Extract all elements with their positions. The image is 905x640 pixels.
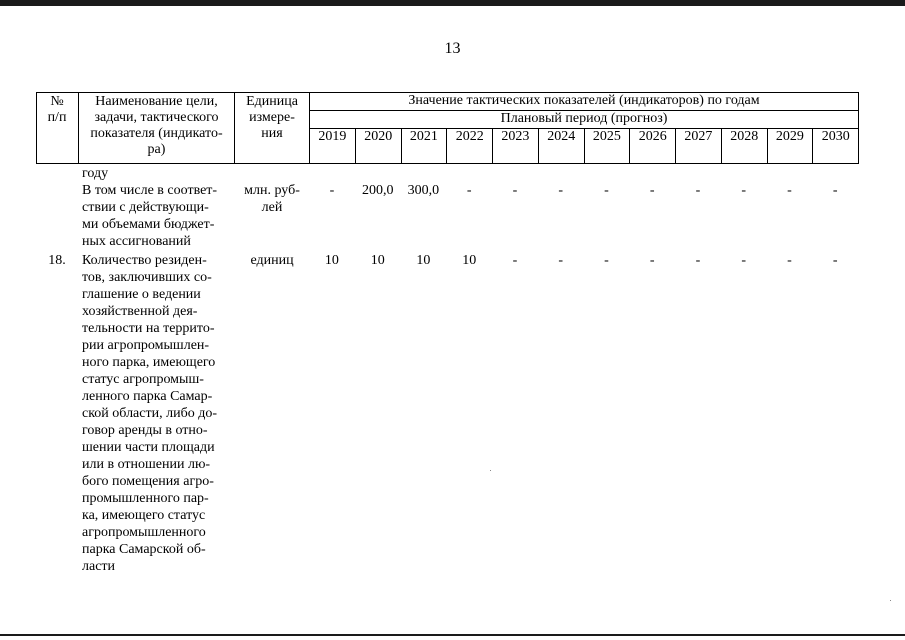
header-year-2021: 2021 (409, 129, 438, 144)
header-year-2027: 2027 (684, 129, 713, 144)
header-year-2022: 2022 (455, 129, 484, 144)
header-year-2024: 2024 (547, 129, 576, 144)
header-year-2026: 2026 (638, 129, 667, 144)
row-name: Количество резиден- тов, заключивших со- глашение о ведении хозяйственной дея- тельности на террито- рии агропромышлен- ного парка, имеющего статус агропромыш- ленного парка Самар- ской области, либо до- говор аренды в отно- шении части площади или в отношении лю- бого помещения агро- промышленного пар- ка, имеющего статус агропромышленного парка Самарской об- ласти (82, 253, 217, 574)
row-value-2029: - (787, 183, 792, 198)
row-value-2025: - (604, 253, 609, 268)
header-values-title: Значение тактических показателей (индикаторов) по годам (408, 93, 760, 108)
top-border (0, 0, 905, 6)
row-value-2028: - (741, 183, 747, 198)
row-value-2020: 200,0 (361, 183, 394, 198)
header-year-2030: 2030 (821, 129, 850, 144)
row-value-2028: - (741, 253, 747, 268)
header-year-2020: 2020 (364, 129, 393, 144)
row-value-2024: - (558, 183, 564, 198)
header-col-number: № п/п (47, 94, 67, 125)
header-bottom-rule (36, 163, 859, 164)
row-value-2027: - (695, 253, 701, 268)
row-unit: млн. руб- лей (244, 183, 300, 215)
row-value-2029: - (787, 253, 792, 268)
row-number: 18. (48, 253, 66, 268)
scan-speck (490, 470, 491, 471)
row-value-2026: - (649, 183, 655, 198)
row-value-2026: - (649, 253, 655, 268)
bottom-border (0, 634, 905, 636)
header-year-2028: 2028 (730, 129, 759, 144)
row-name: году В том числе в соответ- ствии с действующи- ми объемами бюджет- ных ассигнований (82, 166, 218, 249)
table-header (36, 92, 859, 164)
row-value-2019: - (329, 183, 335, 198)
row-value-2030: - (832, 183, 838, 198)
scan-speck (890, 600, 891, 601)
row-value-2021: 10 (416, 253, 431, 268)
row-value-2019: 10 (324, 253, 339, 268)
row-value-2024: - (558, 253, 564, 268)
row-value-2023: - (512, 183, 518, 198)
row-value-2021: 300,0 (407, 183, 440, 198)
header-year-2023: 2023 (501, 129, 530, 144)
row-value-2023: - (512, 253, 518, 268)
header-planned-period: Плановый период (прогноз) (500, 111, 668, 126)
row-value-2020: 10 (370, 253, 385, 268)
row-value-2022: - (466, 183, 472, 198)
row-value-2025: - (604, 183, 609, 198)
header-right-rule (858, 92, 859, 164)
header-col-name: Наименование цели, задачи, тактического показателя (индикато- ра) (90, 94, 223, 157)
row-value-2022: 10 (462, 253, 477, 268)
row-unit: единиц (250, 253, 294, 268)
header-year-2025: 2025 (592, 129, 621, 144)
header-year-2029: 2029 (775, 129, 804, 144)
row-value-2027: - (695, 183, 701, 198)
page-number: 13 (444, 40, 461, 57)
row-value-2030: - (832, 253, 838, 268)
header-year-2019: 2019 (318, 129, 347, 144)
header-col-unit: Единица измере- ния (246, 94, 298, 141)
